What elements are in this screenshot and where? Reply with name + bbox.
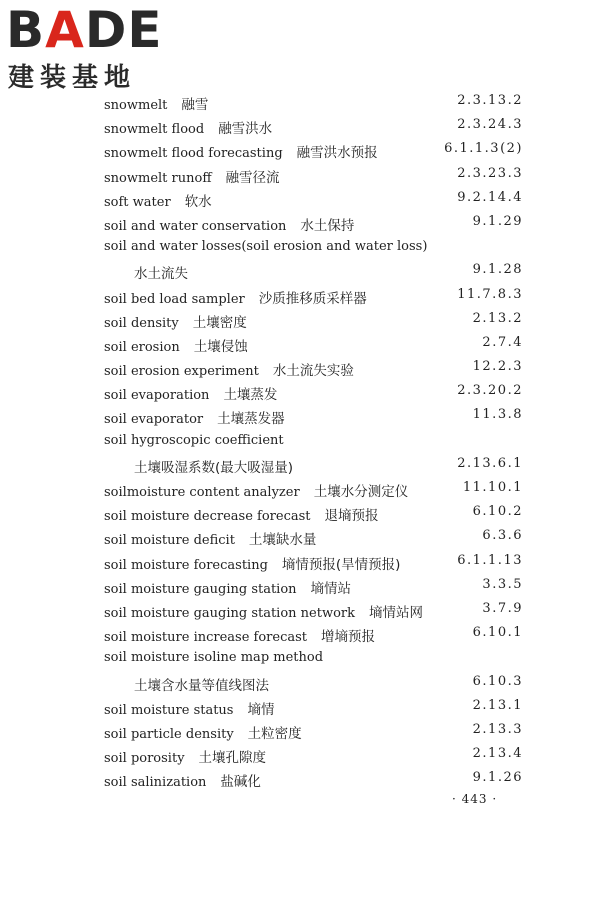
glossary-entry (0, 477, 600, 501)
entry-english: snowmelt runoff (104, 170, 212, 186)
entry-term (104, 93, 208, 113)
entry-term (104, 359, 354, 379)
entry-chinese: 水土流失 (134, 266, 188, 283)
entry-english: soil moisture status (104, 702, 234, 718)
entry-chinese: 退墒预报 (324, 508, 379, 525)
entry-english: snowmelt flood forecasting (104, 146, 283, 162)
entry-english: soil moisture isoline map method (104, 650, 324, 666)
glossary-entry (0, 574, 600, 598)
glossary-entry (0, 114, 600, 138)
entry-reference: 9.1.28 (472, 262, 523, 278)
entry-chinese: 土壤缺水量 (248, 532, 317, 549)
brand-name (6, 1, 178, 59)
entry-english: soil hygroscopic coefficient (104, 432, 284, 448)
entry-chinese: 水土流失实验 (272, 363, 354, 380)
entry-english: soft water (104, 194, 171, 210)
glossary-entry (0, 719, 600, 743)
entry-chinese: 软水 (184, 193, 212, 210)
entry-english: snowmelt (104, 98, 168, 113)
entry-term (104, 311, 247, 331)
glossary-entry (0, 380, 600, 404)
entry-english: soil erosion experiment (104, 364, 259, 380)
entry-chinese: 土壤密度 (192, 314, 247, 331)
glossary-entry (0, 671, 600, 695)
glossary-entry (0, 138, 600, 162)
glossary-entry (0, 235, 600, 259)
entry-term (104, 287, 367, 307)
entry-reference: 6.10.1 (472, 625, 523, 641)
entry-term (104, 577, 351, 597)
entry-term (104, 601, 423, 621)
entry-chinese: 融雪径流 (225, 169, 280, 186)
entry-reference: 2.7.4 (482, 334, 523, 350)
glossary-entry (0, 404, 600, 428)
entry-chinese: 融雪洪水 (218, 121, 273, 138)
entry-term (104, 698, 274, 718)
brand-letter-accent: A (45, 1, 85, 59)
entry-english: soil moisture decrease forecast (104, 509, 311, 525)
glossary-entry (0, 429, 600, 453)
glossary-entry (0, 501, 600, 525)
entry-reference: 2.13.2 (472, 310, 523, 326)
entry-term (104, 432, 298, 448)
glossary-entry (0, 163, 600, 187)
entry-reference: 6.10.3 (472, 673, 523, 689)
entry-term (104, 383, 277, 403)
entry-english: soil evaporator (104, 412, 204, 428)
entry-term (104, 770, 261, 790)
entry-term (134, 262, 188, 282)
glossary-entry (0, 332, 600, 356)
glossary-entry (0, 743, 600, 767)
entry-reference: 6.1.1.3(2) (444, 141, 523, 157)
entry-chinese: 土壤侵蚀 (193, 338, 248, 355)
entry-reference: 2.13.1 (472, 697, 523, 713)
entry-chinese: 土粒密度 (247, 725, 302, 742)
entry-term (104, 649, 337, 665)
entry-chinese: 增墒预报 (321, 629, 376, 646)
entry-chinese: 墒情站网 (369, 604, 424, 621)
entry-chinese: 土壤蒸发器 (217, 411, 285, 428)
entry-english: soil and water conservation (104, 218, 287, 234)
entry-reference: 2.3.20.2 (457, 383, 523, 399)
glossary-entry (0, 767, 600, 791)
entry-term (104, 746, 266, 766)
entry-english: soil salinization (104, 775, 207, 791)
glossary-entry (0, 550, 600, 574)
glossary-entry (0, 598, 600, 622)
entry-english: soil bed load sampler (104, 291, 245, 307)
entry-term (134, 456, 293, 476)
entry-term (134, 674, 269, 694)
entry-term (104, 141, 378, 161)
glossary-entry (0, 90, 600, 114)
entry-term (104, 480, 408, 500)
entry-term (104, 553, 400, 573)
glossary-entry (0, 308, 600, 332)
entry-reference: 11.10.1 (462, 480, 523, 495)
entry-english: soil moisture deficit (104, 533, 235, 549)
glossary-entry (0, 622, 600, 646)
glossary-entry (0, 356, 600, 380)
entry-english: soil moisture forecasting (104, 557, 268, 573)
entry-term (104, 238, 441, 254)
entry-chinese: 沙质推移质采样器 (258, 290, 367, 307)
entry-reference: 3.7.9 (482, 600, 523, 616)
glossary-entry (0, 284, 600, 308)
entry-reference: 2.3.24.3 (457, 117, 523, 133)
entry-reference: 2.3.23.3 (457, 165, 523, 181)
entry-reference: 6.3.6 (482, 528, 523, 544)
entry-reference: 11.7.8.3 (457, 286, 523, 302)
entry-term (104, 335, 248, 355)
entry-term (104, 117, 272, 137)
entry-chinese: 融雪洪水预报 (296, 145, 378, 162)
entry-chinese: 墒情站 (310, 580, 352, 597)
entry-reference: 2.13.3 (472, 721, 523, 737)
entry-chinese: 水土保持 (300, 217, 355, 234)
glossary-entry (0, 646, 600, 670)
entry-reference: 9.1.29 (472, 213, 523, 229)
entry-term (104, 407, 285, 427)
glossary-list (0, 90, 600, 791)
glossary-entry (0, 453, 600, 477)
entry-reference: 9.1.26 (472, 770, 523, 786)
entry-term (104, 722, 302, 742)
brand-letters-de: DE (84, 1, 163, 59)
entry-term (104, 214, 354, 234)
entry-reference: 9.2.14.4 (457, 189, 523, 205)
entry-chinese: 土壤孔隙度 (198, 750, 267, 767)
brand-logo (6, 1, 178, 96)
entry-reference: 3.3.5 (482, 576, 523, 592)
entry-term (104, 190, 212, 210)
entry-chinese: 土壤吸湿系数(最大吸湿量) (134, 459, 294, 476)
entry-english: soil and water losses(soil erosion and water loss) (104, 239, 428, 255)
page-number: · 443 · (452, 792, 498, 806)
entry-reference: 2.13.4 (472, 746, 523, 762)
brand-subtitle: 建装基地 (8, 63, 137, 93)
entry-chinese: 土壤含水量等值线图法 (134, 677, 269, 694)
entry-english: soil density (104, 315, 179, 331)
entry-english: soil porosity (104, 751, 185, 767)
glossary-entry (0, 187, 600, 211)
entry-english: soil particle density (104, 726, 234, 742)
entry-reference: 2.13.6.1 (457, 455, 523, 471)
entry-chinese: 盐碱化 (220, 774, 261, 791)
entry-english: soil moisture gauging station network (104, 605, 356, 621)
brand-letter-b: B (6, 1, 46, 59)
glossary-entry (0, 695, 600, 719)
entry-term (104, 625, 375, 645)
entry-reference: 2.3.13.2 (457, 93, 523, 108)
entry-english: soil erosion (104, 339, 180, 355)
entry-chinese: 墒情 (247, 701, 275, 718)
entry-chinese: 融雪 (181, 97, 209, 113)
entry-english: soilmoisture content analyzer (104, 485, 300, 500)
entry-reference: 12.2.3 (472, 359, 523, 375)
entry-english: soil moisture gauging station (104, 581, 297, 597)
glossary-entry (0, 211, 600, 235)
entry-term (104, 166, 280, 186)
entry-reference: 6.1.1.13 (457, 552, 523, 568)
entry-chinese: 土壤蒸发 (223, 387, 278, 404)
glossary-entry (0, 525, 600, 549)
entry-english: snowmelt flood (104, 122, 205, 138)
entry-reference: 6.10.2 (472, 504, 523, 520)
entry-english: soil evaporation (104, 388, 210, 404)
entry-english: soil moisture increase forecast (104, 630, 308, 646)
glossary-entry (0, 259, 600, 283)
entry-term (104, 504, 379, 524)
entry-chinese: 土壤水分测定仪 (313, 484, 409, 500)
entry-reference: 11.3.8 (472, 407, 523, 423)
entry-term (104, 528, 316, 548)
entry-chinese: 墒情预报(旱情预报) (281, 556, 401, 573)
